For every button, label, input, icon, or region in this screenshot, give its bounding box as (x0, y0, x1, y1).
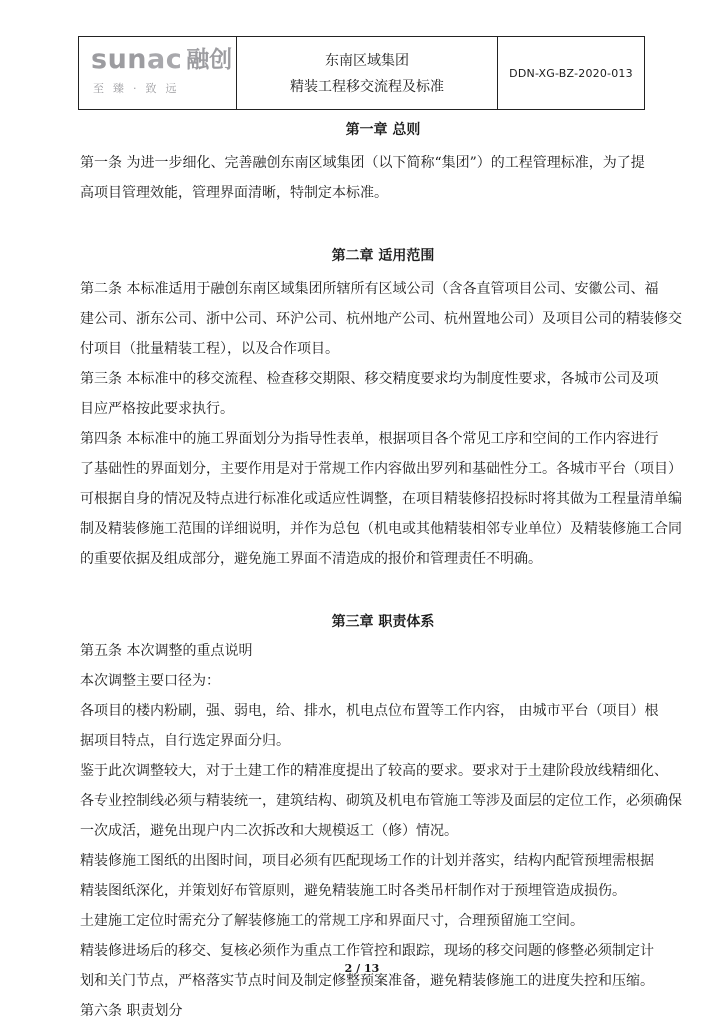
paragraph (80, 424, 686, 574)
paragraph (80, 148, 686, 208)
document-code: DDN-XG-BZ-2020-013 (509, 66, 633, 80)
text-line: 划和关门节点，严格落实节点时间及制定修整预案准备，避免精装修施工的进度失控和压缩。 (80, 973, 654, 989)
title-line-1: 东南区域集团 (325, 53, 409, 69)
logo-chinese-name: 融创 (186, 47, 233, 73)
logo-tagline: 至臻·致远 (93, 82, 186, 95)
chapter-heading: 第三章 职责体系 (331, 614, 435, 630)
text-line: 高项目管理效能，管理界面清晰，特制定本标准。 (80, 185, 388, 201)
text-line: 各项目的楼内粉刷，强、弱电，给、排水，机电点位布置等工作内容， 由城市平台（项目）根 (80, 703, 659, 719)
text-line: 第三条 本标准中的移交流程、检查移交期限、移交精度要求均为制度性要求，各城市公司及项 (80, 371, 659, 387)
document-header (78, 36, 645, 110)
paragraph (80, 696, 686, 756)
text-line: 了基础性的界面划分，主要作用是对于常规工作内容做出罗列和基础性分工。各城市平台（项目） (80, 461, 682, 477)
text-line: 精装图纸深化，并策划好布管原则，避免精装施工时各类吊杆制作对于预埋管造成损伤。 (80, 883, 626, 899)
text-line: 第二条 本标准适用于融创东南区域集团所辖所有区域公司（含各直管项目公司、安徽公司、福 (80, 281, 659, 297)
text-line: 鉴于此次调整较大，对于土建工作的精准度提出了较高的要求。要求对于土建阶段放线精细化、 (80, 763, 668, 779)
text-line: 据项目特点，自行选定界面分归。 (80, 733, 290, 749)
paragraph (80, 364, 686, 424)
text-line: 第一条 为进一步细化、完善融创东南区域集团（以下简称“集团”）的工程管理标准，为了提 (80, 155, 645, 171)
text-line: 各专业控制线必须与精装统一，建筑结构、砌筑及机电布管施工等涉及面层的定位工作，必须确保 (80, 793, 682, 809)
text-line: 精装修进场后的移交、复核必须作为重点工作管控和跟踪，现场的移交问题的修整必须制定计 (80, 943, 654, 959)
paragraph (80, 846, 686, 906)
text-line: 精装修施工图纸的出图时间，项目必须有匹配现场工作的计划并落实，结构内配管预埋需根据 (80, 853, 654, 869)
text-line: 付项目（批量精装工程），以及合作项目。 (80, 341, 339, 357)
document-body (80, 118, 686, 1026)
page-number: 2 / 13 (344, 962, 380, 975)
text-line: 的重要依据及组成部分，避免施工界面不清造成的报价和管理责任不明确。 (80, 551, 542, 567)
chapter-heading: 第一章 总则 (345, 122, 421, 138)
text-line: 可根据自身的情况及特点进行标准化或适应性调整，在项目精装修招投标时将其做为工程量清单编 (80, 491, 682, 507)
chapter-heading: 第二章 适用范围 (331, 248, 435, 264)
text-line: 一次成活，避免出现户内二次拆改和大规模返工（修）情况。 (80, 823, 458, 839)
text-line: 第五条 本次调整的重点说明 (80, 643, 253, 659)
text-line: 目应严格按此要求执行。 (80, 401, 234, 417)
text-line: 土建施工定位时需充分了解装修施工的常规工序和界面尺寸，合理预留施工空间。 (80, 913, 584, 929)
paragraph (80, 274, 686, 364)
paragraph (80, 636, 686, 666)
text-line: 建公司、浙东公司、浙中公司、环沪公司、杭州地产公司、杭州置地公司）及项目公司的精装修交 (80, 311, 682, 327)
logo-wordmark: sunac (91, 44, 183, 75)
paragraph (80, 906, 686, 936)
paragraph (80, 666, 686, 696)
paragraph (80, 756, 686, 846)
document-title (237, 37, 498, 109)
text-line: 第四条 本标准中的施工界面划分为指导性表单，根据项目各个常见工序和空间的工作内容进行 (80, 431, 659, 447)
paragraph (80, 996, 686, 1026)
text-line: 制及精装修施工范围的详细说明，并作为总包（机电或其他精装相邻专业单位）及精装修施工合同 (80, 521, 682, 537)
company-logo (79, 37, 237, 109)
title-line-2: 精装工程移交流程及标准 (290, 79, 444, 95)
text-line: 第六条 职责划分 (80, 1003, 183, 1019)
text-line: 本次调整主要口径为： (80, 673, 220, 689)
